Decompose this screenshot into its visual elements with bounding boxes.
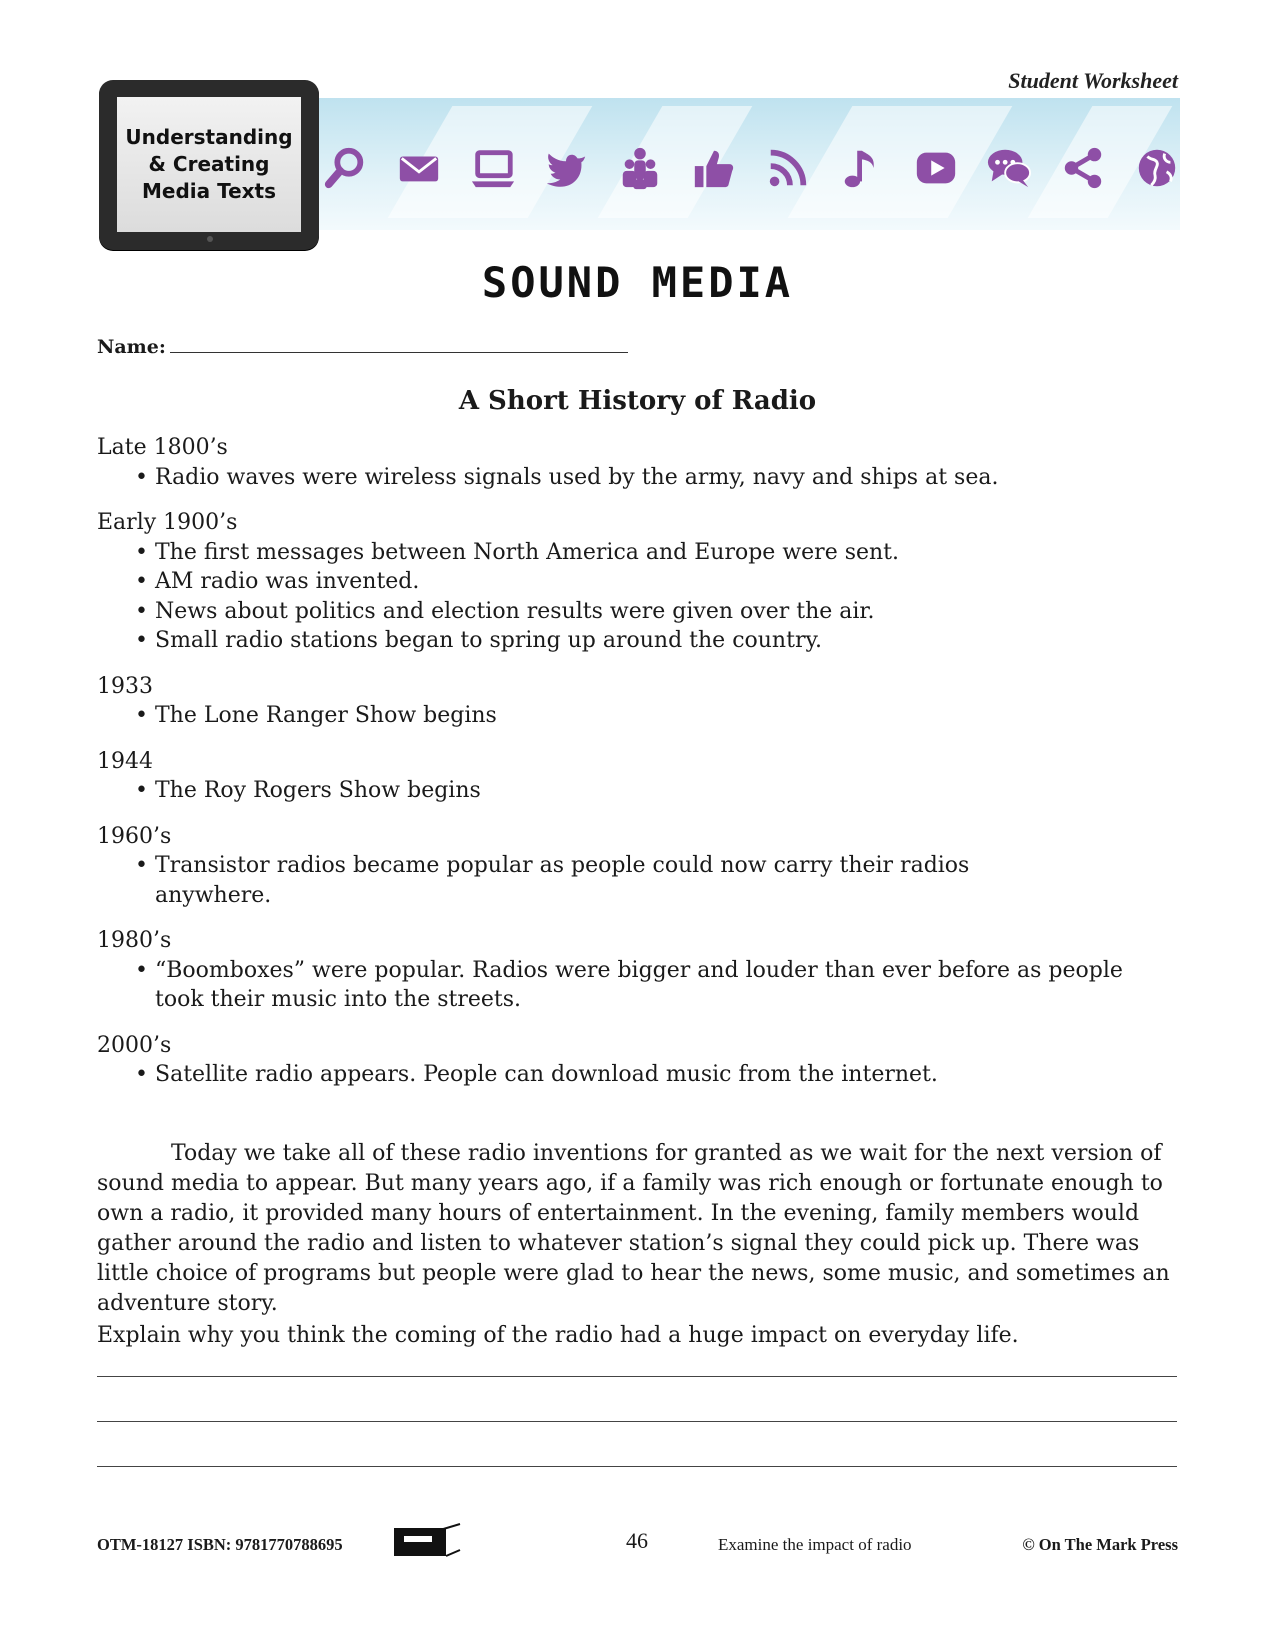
laptop-icon — [470, 145, 516, 191]
radio-logo-icon — [392, 1522, 462, 1558]
period-label: Early 1900’s — [97, 510, 238, 535]
body-paragraph: Today we take all of these radio inventions for granted as we wait for the next version of sound media to appear. But many years ago, if a family was rich enough or fortunate enough to own a radio, it provided many hours of entertainment. In the evening, family members would gather around the radio and listen to whatever station’s signal they could pick up. There was little choice of programs but people were glad to hear the news, some music, and sometimes an adventure story. — [97, 1141, 1170, 1316]
timeline-period — [97, 822, 1177, 911]
worksheet-label: Student Worksheet — [1008, 68, 1178, 93]
section-heading: A Short History of Radio — [458, 386, 817, 416]
timeline-period — [97, 747, 1177, 806]
rss-icon — [765, 145, 811, 191]
name-blank-line[interactable] — [170, 334, 628, 353]
search-icon — [322, 145, 368, 191]
tablet-home-button — [207, 236, 213, 242]
timeline-item: • AM radio was invented. — [97, 567, 1177, 597]
share-icon — [1060, 145, 1106, 191]
footer-copyright: © On The Mark Press — [1022, 1535, 1178, 1554]
timeline-item: • News about politics and election results were given over the air. — [97, 597, 1177, 627]
answer-line[interactable] — [97, 1466, 1177, 1467]
music-note-icon — [839, 145, 885, 191]
period-label: 2000’s — [97, 1032, 172, 1058]
timeline-period — [97, 433, 1177, 492]
footer-topic: Examine the impact of radio — [718, 1535, 912, 1554]
timeline-item: • The first messages between North America and Europe were sent. — [97, 538, 1177, 568]
thumbs-up-icon — [691, 145, 737, 191]
timeline-item: • Small radio stations began to spring up around the country. — [97, 626, 1177, 656]
tablet-logo — [99, 80, 319, 250]
timeline-period — [97, 508, 1177, 656]
group-icon — [617, 145, 663, 191]
bird-icon — [543, 145, 589, 191]
period-label: 1933 — [97, 673, 153, 699]
name-row — [97, 334, 628, 358]
timeline-item: • The Roy Rogers Show begins — [97, 776, 1177, 806]
chat-icon — [986, 145, 1032, 191]
mail-icon — [396, 145, 442, 191]
period-label: 1980’s — [97, 928, 172, 953]
media-icons-row — [322, 140, 1180, 196]
answer-line[interactable] — [97, 1421, 1177, 1422]
name-label: Name: — [97, 336, 166, 358]
period-label: 1944 — [97, 748, 153, 774]
timeline-item: • Transistor radios became popular as people could now carry their radios anywhere. — [97, 851, 1177, 910]
play-icon — [913, 145, 959, 191]
tablet-title: Understanding & Creating Media Texts — [125, 125, 293, 203]
timeline-period — [97, 672, 1177, 731]
period-label: Late 1800’s — [97, 435, 228, 460]
footer-id-isbn: OTM-18127 ISBN: 9781770788695 — [97, 1535, 343, 1554]
timeline-item: • “Boomboxes” were popular. Radios were bigger and louder than ever before as people took their music into the streets. — [97, 956, 1177, 1015]
globe-icon — [1134, 145, 1180, 191]
timeline-period — [97, 1031, 1177, 1090]
timeline-period — [97, 926, 1177, 1015]
page-title: SOUND MEDIA — [481, 258, 794, 307]
period-label: 1960’s — [97, 823, 172, 849]
timeline-item: • Satellite radio appears. People can download music from the internet. — [97, 1060, 1177, 1090]
radio-timeline — [97, 433, 1177, 1106]
timeline-item: • The Lone Ranger Show begins — [97, 701, 1177, 731]
timeline-item: • Radio waves were wireless signals used by the army, navy and ships at sea. — [97, 463, 1177, 493]
question-prompt: Explain why you think the coming of the radio had a huge impact on everyday life. — [97, 1323, 1019, 1348]
page-number: 46 — [626, 1528, 648, 1553]
answer-line[interactable] — [97, 1376, 1177, 1377]
tablet-screen — [117, 97, 301, 232]
